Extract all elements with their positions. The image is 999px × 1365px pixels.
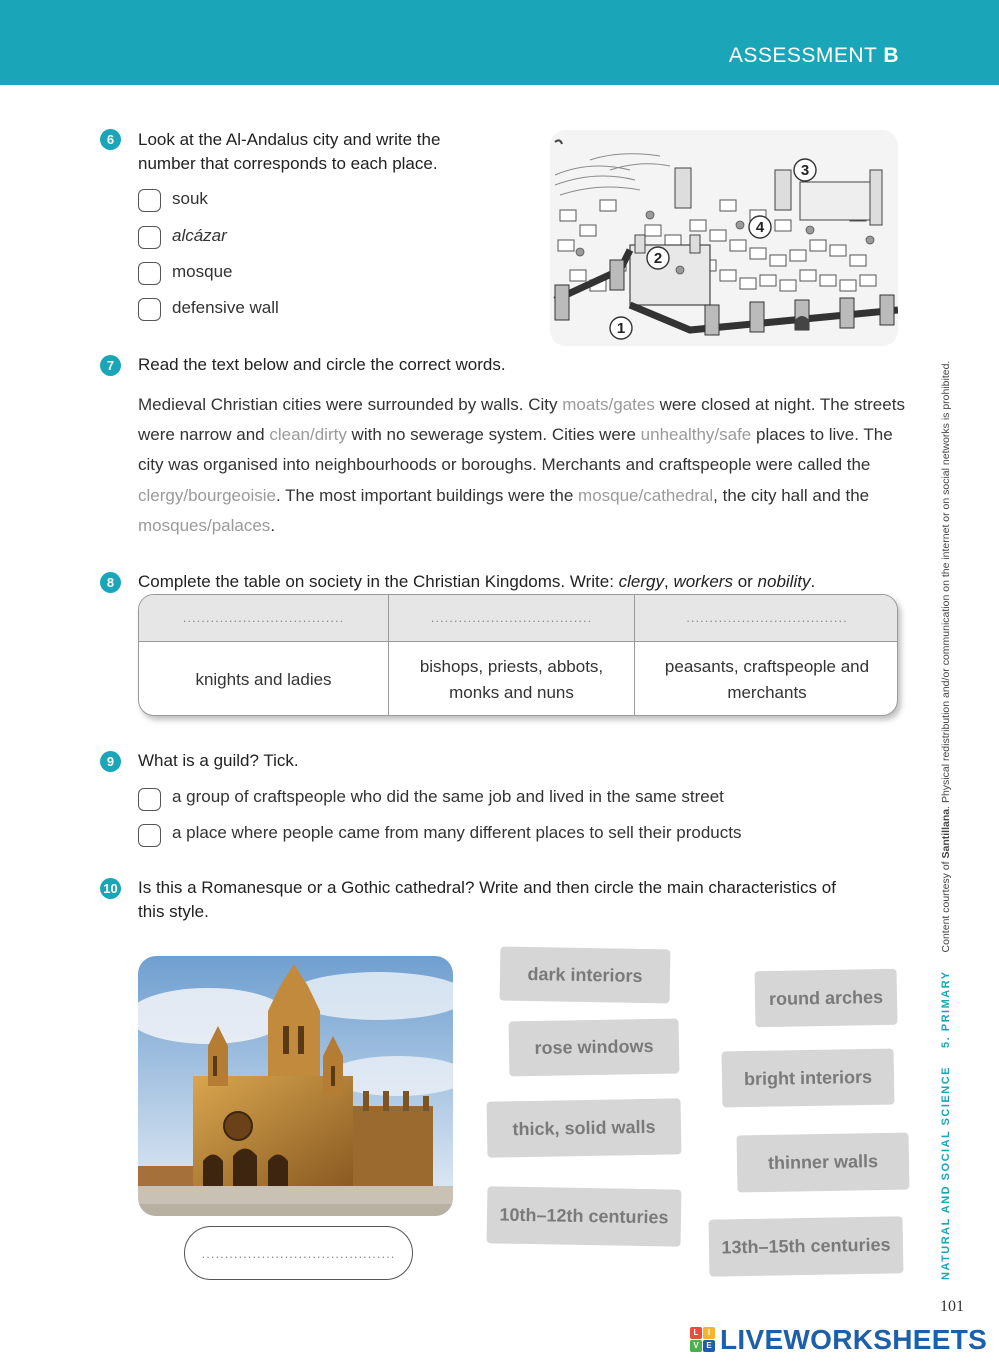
guild-option-2-label: a place where people came from many different places to sell their products: [172, 823, 742, 842]
map-label-1: 1: [616, 320, 626, 337]
society-table: [138, 594, 898, 716]
question-number-9: 9: [100, 751, 121, 772]
tag-dark-interiors[interactable]: dark interiors: [500, 947, 671, 1004]
tag-10th-12th-centuries[interactable]: 10th–12th centuries: [487, 1186, 682, 1246]
checkbox-defensive-wall[interactable]: [138, 298, 161, 321]
option-label-defensive-wall: defensive wall: [172, 298, 279, 317]
tag-thick-solid-walls[interactable]: thick, solid walls: [487, 1098, 682, 1157]
header-banner: [0, 0, 999, 85]
choice-clergy-bourgeoisie[interactable]: clergy/bourgeoisie: [138, 485, 276, 505]
map-label-2: 2: [653, 250, 663, 267]
choice-mosques-palaces[interactable]: mosques/palaces: [138, 515, 271, 535]
header-blank-3[interactable]: ...................................: [634, 595, 898, 641]
liveworksheets-brand: [690, 1324, 987, 1356]
choice-clean-dirty[interactable]: clean/dirty: [269, 425, 347, 445]
table-cell-clergy: bishops, priests, abbots, monks and nuns: [388, 642, 634, 716]
header-blank-1[interactable]: ...................................: [182, 610, 345, 625]
choice-mosque-cathedral[interactable]: mosque/cathedral: [578, 485, 714, 505]
table-cell-nobility: knights and ladies: [195, 669, 332, 689]
liveworksheets-logo-icon: L I V E: [690, 1327, 716, 1353]
side-credit-text: NATURAL AND SOCIAL SCIENCE5. PRIMARYContent courtesy of Santillana. Physical redistribution and/or communication on the internet or on social networks is prohibited.: [940, 360, 952, 1280]
question-7-text: Read the text below and circle the correct words.: [138, 355, 506, 374]
question-6-text: Look at the Al-Andalus city and write the number that corresponds to each place.: [138, 130, 441, 173]
tag-rose-windows[interactable]: rose windows: [509, 1019, 680, 1077]
question-8-text: Complete the table on society in the Christian Kingdoms. Write: clergy, workers or nobility.: [138, 572, 816, 591]
question-10-text: Is this a Romanesque or a Gothic cathedral? Write and then circle the main characteristics of this style.: [138, 878, 836, 921]
checkbox-souk[interactable]: [138, 189, 161, 212]
page-title: ASSESSMENT B: [728, 44, 899, 67]
header-blank-2[interactable]: ...................................: [388, 595, 634, 641]
checkbox-alcazar[interactable]: [138, 226, 161, 249]
medieval-cities-paragraph: Medieval Christian cities were surrounded by walls. City moats/gates were closed at night. The streets were narrow and clean/dirty with no sewerage system. Cities were unhealthy/safe places to live. The city was organised into neighbourhoods or boroughs. Merchants and craftspeople were called the clergy/bourgeoisie. The most important buildings were the mosque/cathedral, the city hall and the mosques/palaces.: [138, 395, 905, 535]
checkbox-guild-option-2[interactable]: [138, 824, 161, 847]
liveworksheets-wordmark: LIVEWORKSHEETS: [720, 1324, 988, 1355]
page-number: 101: [940, 1298, 964, 1315]
guild-option-1-label: a group of craftspeople who did the same job and lived in the same street: [172, 787, 724, 806]
checkbox-guild-option-1[interactable]: [138, 788, 161, 811]
table-header-row: [139, 595, 897, 642]
question-9-text: What is a guild? Tick.: [138, 751, 299, 770]
al-andalus-city-illustration: [550, 130, 898, 346]
map-label-3: 3: [800, 162, 810, 179]
question-number-7: 7: [100, 355, 121, 376]
cathedral-photo: [138, 956, 453, 1216]
style-answer-field[interactable]: ..........................................: [184, 1226, 413, 1280]
question-number-6: 6: [100, 129, 121, 150]
table-cell-workers: peasants, craftspeople and merchants: [634, 642, 898, 716]
choice-moats-gates[interactable]: moats/gates: [562, 395, 655, 414]
tag-thinner-walls[interactable]: thinner walls: [737, 1133, 910, 1193]
choice-unhealthy-safe[interactable]: unhealthy/safe: [640, 425, 752, 445]
option-label-souk: souk: [172, 189, 208, 208]
option-label-mosque: mosque: [172, 262, 233, 281]
tag-13th-15th-centuries[interactable]: 13th–15th centuries: [709, 1216, 904, 1276]
tag-round-arches[interactable]: round arches: [755, 969, 898, 1027]
map-label-4: 4: [755, 219, 765, 236]
option-label-alcazar: alcázar: [172, 226, 227, 245]
question-number-8: 8: [100, 572, 121, 593]
checkbox-mosque[interactable]: [138, 262, 161, 285]
tag-bright-interiors[interactable]: bright interiors: [722, 1049, 895, 1108]
question-number-10: 10: [100, 878, 121, 899]
table-row: [139, 642, 897, 716]
